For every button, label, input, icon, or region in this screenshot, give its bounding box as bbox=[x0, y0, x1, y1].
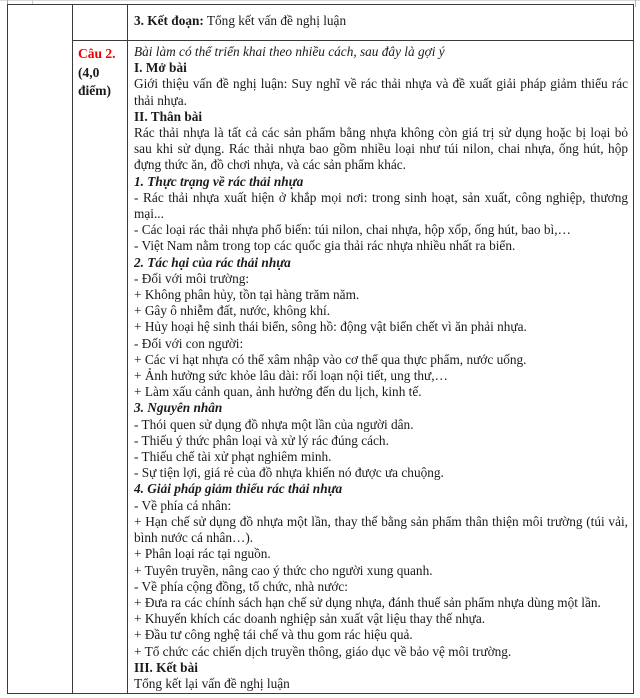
answer-content bbox=[128, 41, 633, 693]
content-line: Giới thiệu vấn đề nghị luận: Suy nghĩ về rác thải nhựa và đề xuất giải pháp giảm thiểu rác thải nhựa. bbox=[134, 76, 628, 108]
content-line: + Đầu tư công nghệ tái chế và thu gom rác hiệu quả. bbox=[134, 627, 413, 643]
content-line: - Đối với môi trường: bbox=[134, 270, 250, 286]
crop-remnant-top-line bbox=[0, 0, 640, 1]
content-line: - Thói quen sử dụng đồ nhựa một lần của người dân. bbox=[134, 416, 414, 432]
content-line: - Rác thải nhựa xuất hiện ở khắp mọi nơi: trong sinh hoạt, sản xuất, công nghiệp, thương mại... bbox=[134, 189, 628, 222]
content-line: + Tổ chức các chiến dịch truyền thông, giáo dục về bảo vệ môi trường. bbox=[134, 643, 512, 659]
question-points-line2: điểm) bbox=[78, 83, 111, 99]
content-line: - Về phía cộng đồng, tổ chức, nhà nước: bbox=[134, 578, 348, 594]
content-line: + Đưa ra các chính sách hạn chế sử dụng nhựa, đánh thuế sản phẩm nhựa dùng một lần. bbox=[134, 594, 601, 610]
content-line: 1. Thực trạng về rác thải nhựa bbox=[134, 173, 304, 189]
content-line: Tổng kết lại vấn đề nghị luận bbox=[134, 675, 290, 691]
content-line: + Ảnh hưởng sức khỏe lâu dài: rối loạn nội tiết, ung thư,… bbox=[134, 368, 448, 384]
content-line: + Khuyến khích các doanh nghiệp sản xuất vật liệu thay thế nhựa. bbox=[134, 611, 486, 627]
content-line: - Sự tiện lợi, giá rẻ của đồ nhựa khiến nó được ưa chuộng. bbox=[134, 465, 444, 481]
content-line: - Thiếu chế tài xử phạt nghiêm minh. bbox=[134, 449, 332, 465]
content-line: + Các vi hạt nhựa có thể xâm nhập vào cơ thể qua thực phẩm, nước uống. bbox=[134, 351, 527, 367]
content-line: II. Thân bài bbox=[134, 108, 203, 124]
content-line: III. Kết bài bbox=[134, 659, 198, 675]
content-line: + Không phân hủy, tồn tại hàng trăm năm. bbox=[134, 287, 360, 303]
question-number: Câu 2. bbox=[78, 46, 116, 61]
rubric-table bbox=[7, 4, 634, 694]
content-line: + Tuyên truyền, nâng cao ý thức cho người xung quanh. bbox=[134, 562, 433, 578]
row1-answer-cell bbox=[128, 5, 633, 41]
content-line: - Đối với con người: bbox=[134, 335, 244, 351]
conclusion-text: Tổng kết vấn đề nghị luận bbox=[203, 13, 347, 28]
content-line: - Các loại rác thải nhựa phổ biến: túi nilon, chai nhựa, hộp xốp, ống hút, bao bì,… bbox=[134, 222, 571, 238]
content-line: 3. Nguyên nhân bbox=[134, 400, 223, 416]
content-line: - Thiếu ý thức phân loại và xử lý rác đúng cách. bbox=[134, 432, 389, 448]
content-line: + Hủy hoại hệ sinh thái biển, sông hồ: động vật biển chết vì ăn phải nhựa. bbox=[134, 319, 527, 335]
content-line: + Phân loại rác tại nguồn. bbox=[134, 546, 271, 562]
content-line: Bài làm có thể triển khai theo nhiều cách, sau đây là gợi ý bbox=[134, 44, 445, 59]
content-line: - Về phía cá nhân: bbox=[134, 497, 232, 513]
row1-empty-cell bbox=[73, 5, 128, 41]
content-line: 2. Tác hại của rác thải nhựa bbox=[134, 254, 291, 270]
section-spanner-cell bbox=[8, 5, 73, 693]
question-points-line1: (4,0 bbox=[78, 64, 100, 80]
content-line: + Làm xấu cảnh quan, ảnh hưởng đến du lịch, kinh tế. bbox=[134, 384, 422, 400]
content-line: I. Mở bài bbox=[134, 60, 187, 76]
content-line: Rác thải nhựa là tất cả các sản phẩm bằng nhựa không còn giá trị sử dụng hoặc bị loại bỏ sau khi sử dụng. Rác thải nhựa bao gồm nhiều loại như túi nilon, chai nhựa, ống hút, hộp đựng thức ăn, đồ chơi nhựa, và các sản phẩm khác. bbox=[134, 125, 628, 173]
conclusion-label: 3. Kết đoạn: bbox=[134, 13, 204, 28]
crop-remnant-right-tick bbox=[635, 0, 636, 7]
content-line: + Hạn chế sử dụng đồ nhựa một lần, thay thế bằng sản phẩm thân thiện môi trường (túi vải, bình nước cá nhân…). bbox=[134, 513, 628, 546]
conclusion-paragraph-line bbox=[134, 13, 628, 29]
question-number-cell bbox=[73, 41, 128, 693]
content-line: 4. Giải pháp giảm thiểu rác thải nhựa bbox=[134, 481, 343, 497]
content-line: - Việt Nam nằm trong top các quốc gia thải rác nhựa nhiều nhất ra biển. bbox=[134, 238, 516, 254]
content-line: + Gây ô nhiễm đất, nước, không khí. bbox=[134, 303, 331, 319]
